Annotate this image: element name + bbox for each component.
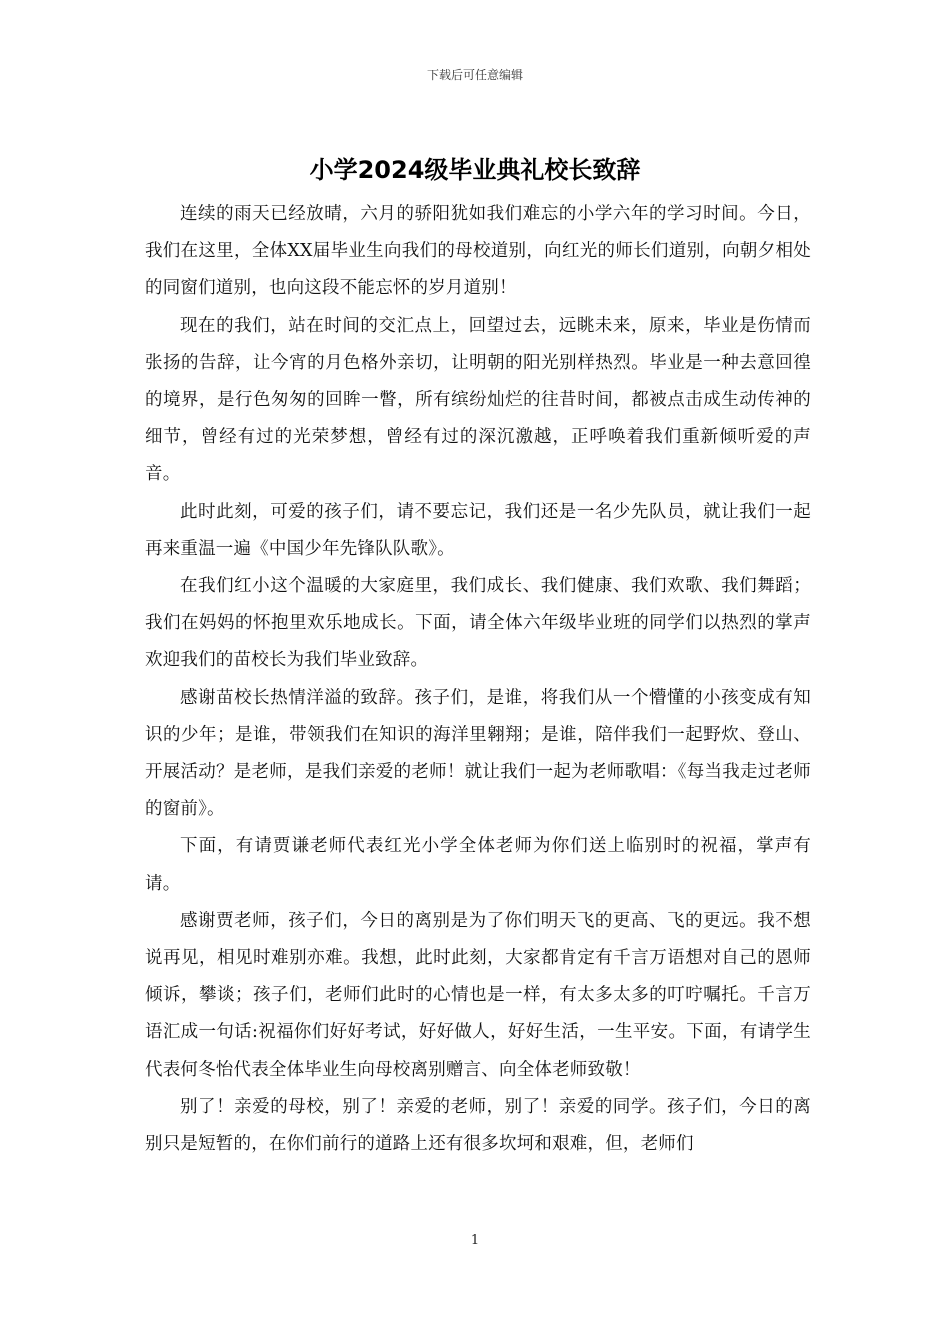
header-note: 下载后可任意编辑 bbox=[426, 68, 523, 82]
paragraph: 此时此刻，可爱的孩子们，请不要忘记，我们还是一名少先队员，就让我们一起再来重温一遍《中国少年先锋队队歌》。 bbox=[145, 501, 811, 559]
paragraph: 连续的雨天已经放晴，六月的骄阳犹如我们难忘的小学六年的学习时间。今日，我们在这里，全体XX届毕业生向我们的母校道别，向红光的师长们道别，向朝夕相处的同窗们道别，也向这段不能忘怀的岁月道别！ bbox=[145, 204, 811, 299]
document-title: 小学2024级毕业典礼校长致辞 bbox=[309, 156, 641, 184]
page-number: 1 bbox=[470, 1233, 480, 1248]
paragraph: 感谢苗校长热情洋溢的致辞。孩子们，是谁，将我们从一个懵懂的小孩变成有知识的少年；是谁，带领我们在知识的海洋里翱翔；是谁，陪伴我们一起野炊、登山、开展活动？是老师，是我们亲爱的老师！就让我们一起为老师歌唱：《每当我走过老师的窗前》。 bbox=[145, 687, 811, 820]
paragraph: 别了！亲爱的母校，别了！亲爱的老师，别了！亲爱的同学。孩子们，今日的离别只是短暂的，在你们前行的道路上还有很多坎坷和艰难，但，老师们 bbox=[145, 1096, 811, 1155]
paragraph: 在我们红小这个温暖的大家庭里，我们成长、我们健康、我们欢歌、我们舞蹈；我们在妈妈的怀抱里欢乐地成长。下面，请全体六年级毕业班的同学们以热烈的掌声欢迎我们的苗校长为我们毕业致辞。 bbox=[145, 576, 811, 671]
paragraph: 下面，有请贾谦老师代表红光小学全体老师为你们送上临别时的祝福，掌声有请。 bbox=[145, 836, 811, 894]
paragraph: 现在的我们，站在时间的交汇点上，回望过去，远眺未来，原来，毕业是伤情而张扬的告辞，让今宵的月色格外亲切，让明朝的阳光别样热烈。毕业是一种去意回徨的境界，是行色匆匆的回眸一瞥，所有缤纷灿烂的往昔时间，都被点击成生动传神的细节，曾经有过的光荣梦想，曾经有过的深沉激越，正呼唤着我们重新倾听爱的声音。 bbox=[145, 315, 811, 485]
document-body bbox=[145, 196, 811, 1163]
paragraph: 感谢贾老师，孩子们，今日的离别是为了你们明天飞的更高、飞的更远。我不想说再见，相见时难别亦难。我想，此时此刻，大家都肯定有千言万语想对自己的恩师倾诉，攀谈；孩子们，老师们此时的心情也是一样，有太多太多的叮咛嘱托。千言万语汇成一句话:祝福你们好好考试，好好做人，好好生活，一生平安。下面，有请学生代表何冬怡代表全体毕业生向母校离别赠言、向全体老师致敬！ bbox=[145, 910, 811, 1080]
